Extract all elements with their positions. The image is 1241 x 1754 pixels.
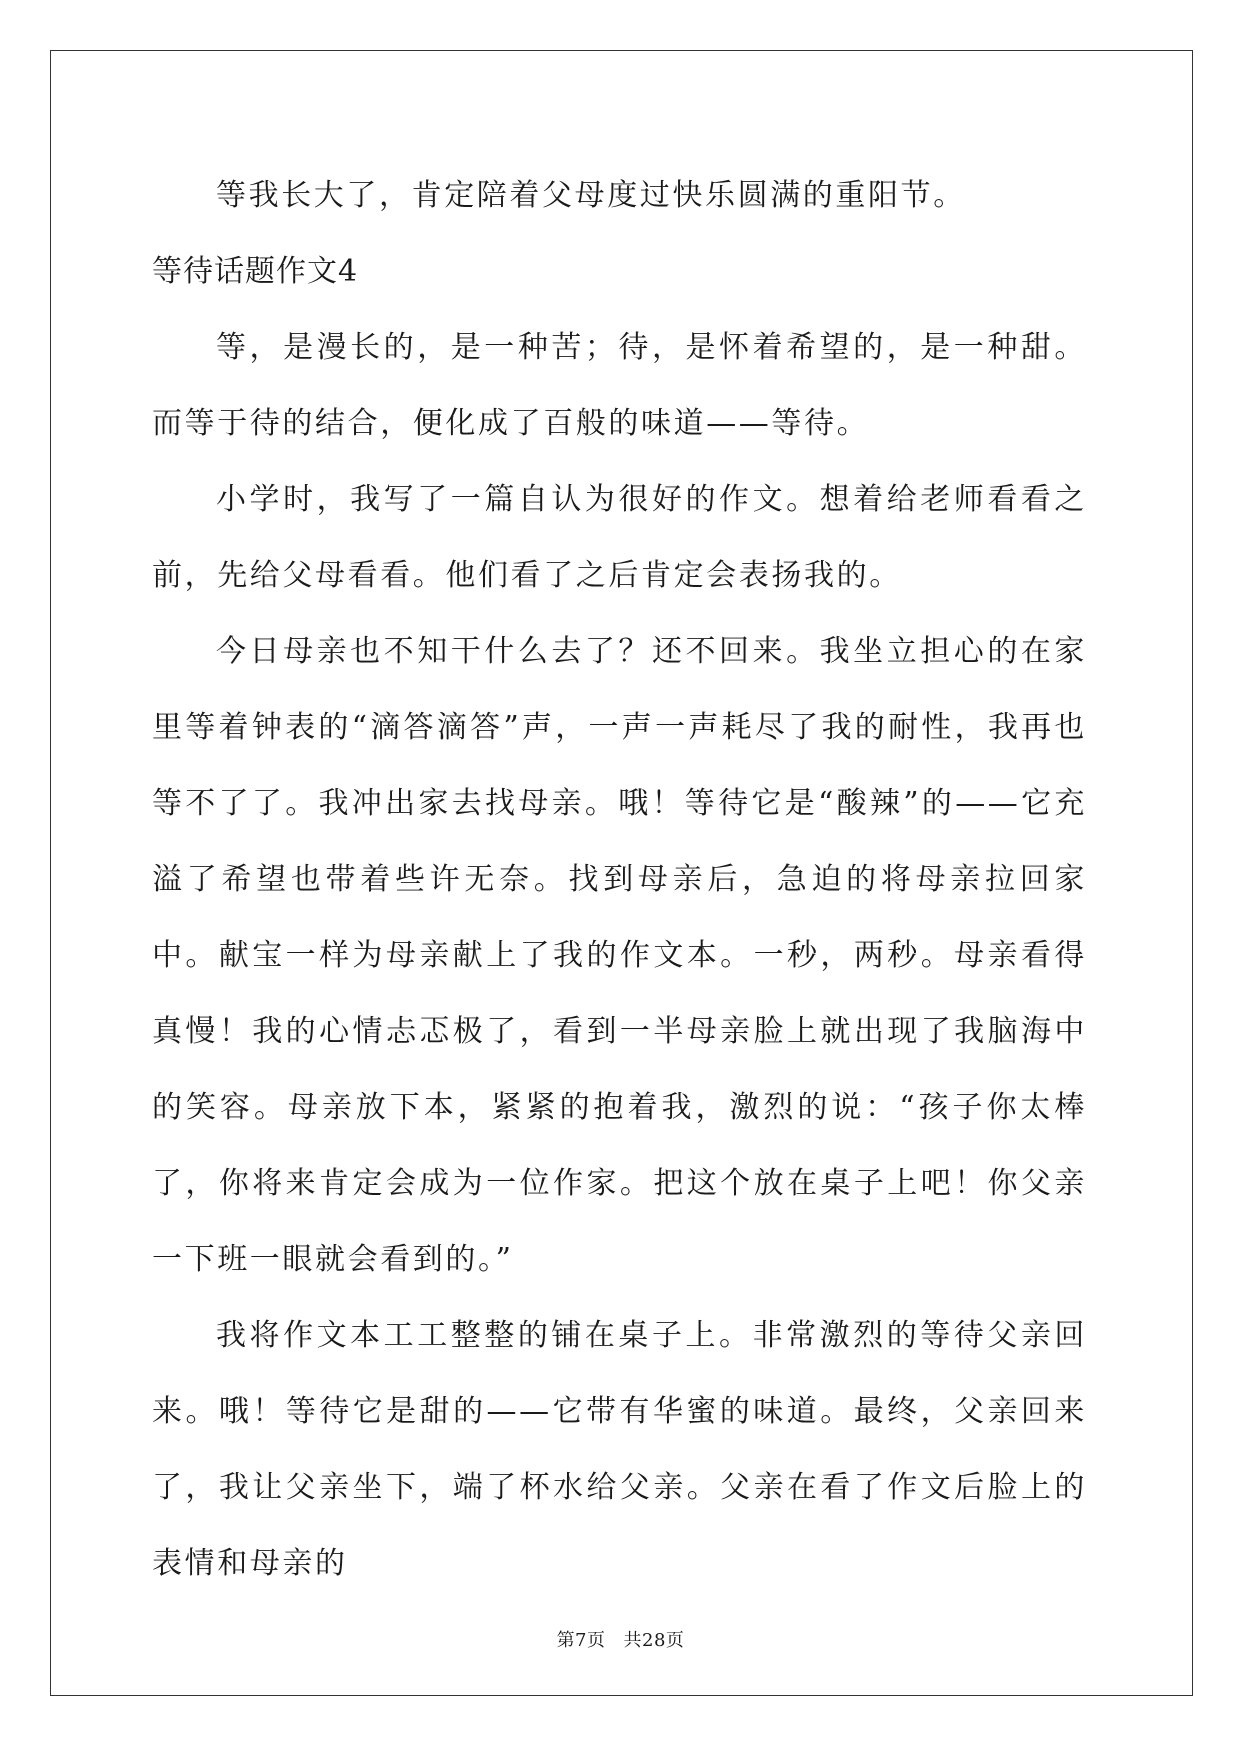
page-footer [0, 1626, 1241, 1652]
section-heading: 等待话题作文4 [152, 254, 359, 289]
document-body [152, 158, 1087, 1602]
page-number: 第7页 [556, 1630, 606, 1651]
paragraph: 等我长大了，肯定陪着父母度过快乐圆满的重阳节。 [216, 178, 966, 213]
paragraph: 小学时，我写了一篇自认为很好的作文。想着给老师看看之前，先给父母看看。他们看了之后肯定会表扬我的。 [152, 482, 1087, 593]
paragraph: 我将作文本工工整整的铺在桌子上。非常激烈的等待父亲回来。哦！等待它是甜的——它带有华蜜的味道。最终，父亲回来了，我让父亲坐下，端了杯水给父亲。父亲在看了作文后脸上的表情和母亲的 [152, 1318, 1087, 1581]
paragraph: 今日母亲也不知干什么去了？还不回来。我坐立担心的在家里等着钟表的“滴答滴答”声，一声一声耗尽了我的耐性，我再也等不了了。我冲出家去找母亲。哦！等待它是“酸辣”的——它充溢了希望也带着些许无奈。找到母亲后，急迫的将母亲拉回家中。献宝一样为母亲献上了我的作文本。一秒，两秒。母亲看得真慢！我的心情忐忑极了，看到一半母亲脸上就出现了我脑海中的笑容。母亲放下本，紧紧的抱着我，激烈的说：“孩子你太棒了，你将来肯定会成为一位作家。把这个放在桌子上吧！你父亲一下班一眼就会看到的。” [152, 634, 1087, 1277]
paragraph: 等，是漫长的，是一种苦；待，是怀着希望的，是一种甜。而等于待的结合，便化成了百般的味道——等待。 [152, 330, 1087, 441]
page-total: 共28页 [623, 1630, 685, 1651]
